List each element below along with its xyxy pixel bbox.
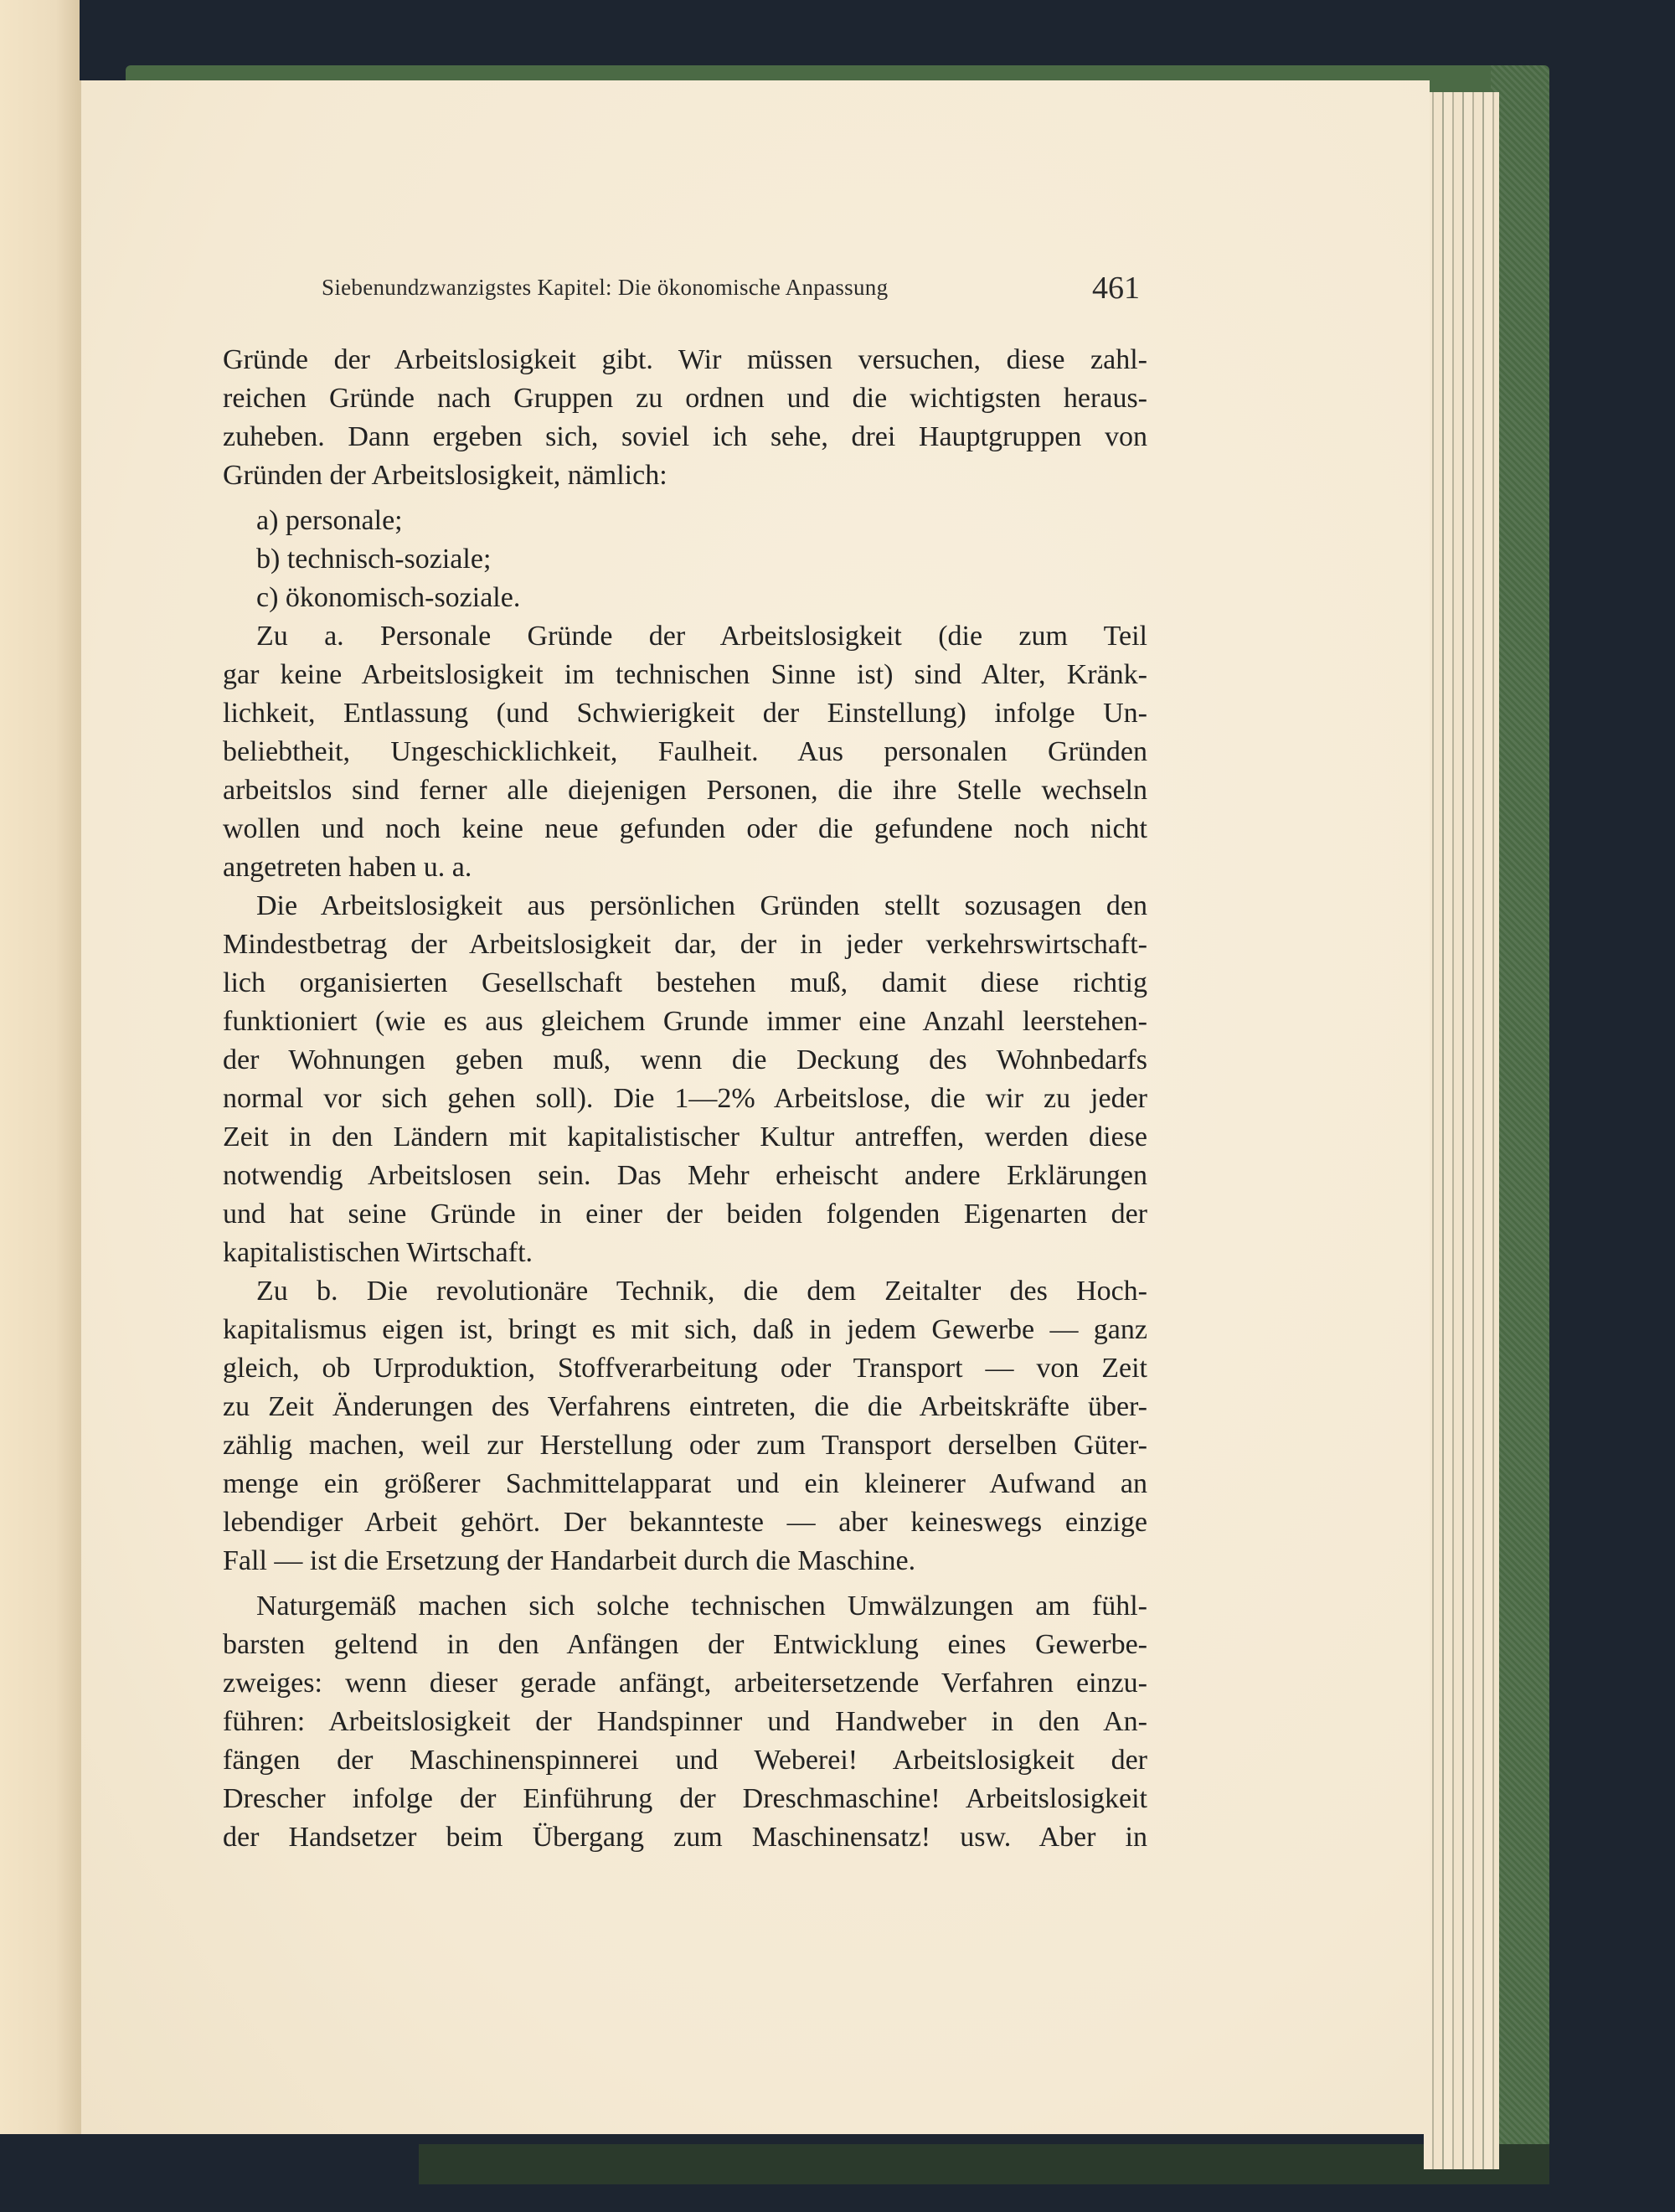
text-line: beliebtheit, Ungeschicklichkeit, Faulheit. Aus personalen Gründen [223, 736, 1147, 767]
text-line: Zu b. Die revolutionäre Technik, die dem Zeitalter des Hoch- [256, 1276, 1147, 1307]
text-line: fängen der Maschinenspinnerei und Weberei! Arbeitslosigkeit der [223, 1745, 1147, 1776]
text-line: Gründe der Arbeitslosigkeit gibt. Wir müssen versuchen, diese zahl- [223, 344, 1147, 375]
text-line: Drescher infolge der Einführung der Dreschmaschine! Arbeitslosigkeit [223, 1783, 1147, 1814]
text-line: angetreten haben u. a. [223, 852, 472, 883]
facing-page-edge [0, 0, 80, 2134]
text-line: Mindestbetrag der Arbeitslosigkeit dar, der in jeder verkehrswirtschaft- [223, 929, 1147, 960]
page-number: 461 [1092, 271, 1140, 306]
text-line: gleich, ob Urproduktion, Stoffverarbeitung oder Transport — von Zeit [223, 1353, 1147, 1384]
running-header: Siebenundzwanzigstes Kapitel: Die ökonomische Anpassung [322, 275, 889, 300]
text-line: lichkeit, Entlassung (und Schwierigkeit der Einstellung) infolge Un- [223, 698, 1147, 729]
text-line: führen: Arbeitslosigkeit der Handspinner und Handweber in den An- [223, 1706, 1147, 1737]
text-line: kapitalistischen Wirtschaft. [223, 1237, 533, 1268]
text-line: Gründen der Arbeitslosigkeit, nämlich: [223, 460, 667, 491]
text-line: Zeit in den Ländern mit kapitalistischer Kultur antreffen, werden diese [223, 1121, 1147, 1152]
text-line: funktioniert (wie es aus gleichem Grunde immer eine Anzahl leerstehen- [223, 1006, 1147, 1037]
text-line: Naturgemäß machen sich solche technischen Umwälzungen am fühl- [256, 1591, 1147, 1622]
text-line: zuheben. Dann ergeben sich, soviel ich sehe, drei Hauptgruppen von [223, 421, 1147, 452]
text-line: zweiges: wenn dieser gerade anfängt, arbeitersetzende Verfahren einzu- [223, 1668, 1147, 1699]
text-line: Zu a. Personale Gründe der Arbeitslosigkeit (die zum Teil [256, 621, 1147, 652]
text-line: lich organisierten Gesellschaft bestehen muß, damit diese richtig [223, 967, 1147, 998]
book-cover-bottom [419, 2144, 1549, 2184]
text-line: wollen und noch keine neue gefunden oder die gefundene noch nicht [223, 813, 1147, 844]
text-line: notwendig Arbeitslosen sein. Das Mehr erheischt andere Erklärungen [223, 1160, 1147, 1191]
text-line: menge ein größerer Sachmittelapparat und ein kleinerer Aufwand an [223, 1468, 1147, 1499]
text-line: lebendiger Arbeit gehört. Der bekannteste — aber keineswegs einzige [223, 1507, 1147, 1538]
text-line: Fall — ist die Ersetzung der Handarbeit durch die Maschine. [223, 1545, 916, 1576]
book-cover-right [1491, 65, 1549, 2184]
text-line: kapitalismus eigen ist, bringt es mit sich, daß in jedem Gewerbe — ganz [223, 1314, 1147, 1345]
text-line: a) personale; [256, 505, 403, 536]
text-line: gar keine Arbeitslosigkeit im technischen Sinne ist) sind Alter, Kränk- [223, 659, 1147, 690]
text-line: zählig machen, weil zur Herstellung oder zum Transport derselben Güter- [223, 1430, 1147, 1461]
text-line: der Wohnungen geben muß, wenn die Deckung des Wohnbedarfs [223, 1044, 1147, 1075]
text-line: normal vor sich gehen soll). Die 1—2% Arbeitslose, die wir zu jeder [223, 1083, 1147, 1114]
text-line: Die Arbeitslosigkeit aus persönlichen Gründen stellt sozusagen den [256, 890, 1147, 921]
text-line: zu Zeit Änderungen des Verfahrens eintreten, die die Arbeitskräfte über- [223, 1391, 1147, 1422]
page-stack-edges [1424, 92, 1499, 2169]
text-line: arbeitslos sind ferner alle diejenigen Personen, die ihre Stelle wechseln [223, 775, 1147, 806]
text-line: der Handsetzer beim Übergang zum Maschinensatz! usw. Aber in [223, 1822, 1147, 1853]
text-line: und hat seine Gründe in einer der beiden folgenden Eigenarten der [223, 1199, 1147, 1230]
text-line: c) ökonomisch-soziale. [256, 582, 521, 613]
text-line: reichen Gründe nach Gruppen zu ordnen und die wichtigsten heraus- [223, 383, 1147, 414]
text-line: barsten geltend in den Anfängen der Entwicklung eines Gewerbe- [223, 1629, 1147, 1660]
text-line: b) technisch-soziale; [256, 544, 492, 575]
body-text [223, 341, 1147, 1857]
